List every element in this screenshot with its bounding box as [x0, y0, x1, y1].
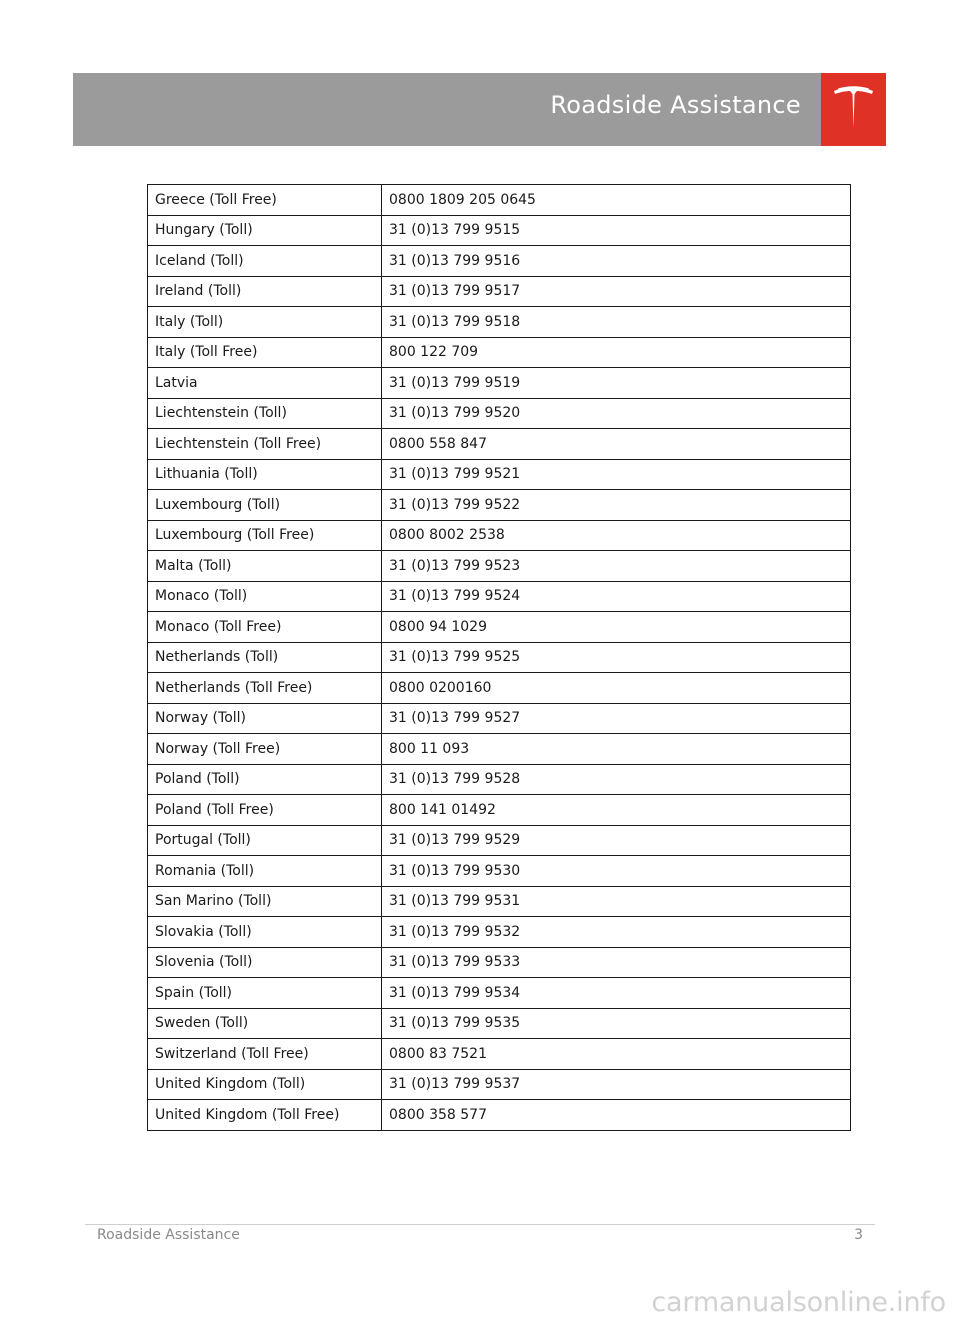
- table-row: [148, 703, 851, 734]
- country-cell: Norway (Toll Free): [148, 734, 382, 765]
- phone-number-cell: 0800 0200160: [382, 673, 851, 704]
- phone-number-cell: 800 141 01492: [382, 795, 851, 826]
- country-cell: Netherlands (Toll): [148, 642, 382, 673]
- country-cell: San Marino (Toll): [148, 886, 382, 917]
- country-cell: United Kingdom (Toll Free): [148, 1100, 382, 1131]
- phone-number-cell: 0800 558 847: [382, 429, 851, 460]
- country-cell: Italy (Toll): [148, 307, 382, 338]
- table-row: [148, 551, 851, 582]
- table-row: [148, 246, 851, 277]
- country-cell: Romania (Toll): [148, 856, 382, 887]
- phone-number-cell: 31 (0)13 799 9521: [382, 459, 851, 490]
- table-row: [148, 490, 851, 521]
- table-row: [148, 886, 851, 917]
- phone-number-cell: 31 (0)13 799 9530: [382, 856, 851, 887]
- table-row: [148, 978, 851, 1009]
- table-row: [148, 764, 851, 795]
- country-cell: Switzerland (Toll Free): [148, 1039, 382, 1070]
- country-cell: Slovenia (Toll): [148, 947, 382, 978]
- phone-number-cell: 800 122 709: [382, 337, 851, 368]
- table-row: [148, 673, 851, 704]
- country-cell: Portugal (Toll): [148, 825, 382, 856]
- table-row: [148, 1008, 851, 1039]
- country-cell: Luxembourg (Toll Free): [148, 520, 382, 551]
- country-cell: Ireland (Toll): [148, 276, 382, 307]
- phone-number-table: [147, 184, 851, 1131]
- phone-number-cell: 31 (0)13 799 9520: [382, 398, 851, 429]
- country-cell: Italy (Toll Free): [148, 337, 382, 368]
- table-row: [148, 856, 851, 887]
- country-cell: Greece (Toll Free): [148, 185, 382, 216]
- table-row: [148, 1039, 851, 1070]
- country-cell: Liechtenstein (Toll): [148, 398, 382, 429]
- table-row: [148, 429, 851, 460]
- table-row: [148, 337, 851, 368]
- phone-number-cell: 0800 1809 205 0645: [382, 185, 851, 216]
- header-bar: [73, 73, 821, 146]
- phone-number-cell: 31 (0)13 799 9522: [382, 490, 851, 521]
- phone-number-cell: 31 (0)13 799 9533: [382, 947, 851, 978]
- phone-number-cell: 0800 83 7521: [382, 1039, 851, 1070]
- table-row: [148, 368, 851, 399]
- table-row: [148, 215, 851, 246]
- table-row: [148, 520, 851, 551]
- country-cell: Sweden (Toll): [148, 1008, 382, 1039]
- country-cell: Liechtenstein (Toll Free): [148, 429, 382, 460]
- page-number: 3: [854, 1227, 863, 1243]
- table-row: [148, 398, 851, 429]
- phone-number-cell: 31 (0)13 799 9517: [382, 276, 851, 307]
- country-cell: Latvia: [148, 368, 382, 399]
- phone-number-cell: 31 (0)13 799 9531: [382, 886, 851, 917]
- table-row: [148, 612, 851, 643]
- phone-number-cell: 0800 8002 2538: [382, 520, 851, 551]
- country-cell: Monaco (Toll): [148, 581, 382, 612]
- country-cell: Spain (Toll): [148, 978, 382, 1009]
- phone-number-cell: 0800 358 577: [382, 1100, 851, 1131]
- country-cell: Malta (Toll): [148, 551, 382, 582]
- phone-number-cell: 31 (0)13 799 9527: [382, 703, 851, 734]
- table-row: [148, 459, 851, 490]
- country-cell: United Kingdom (Toll): [148, 1069, 382, 1100]
- country-cell: Netherlands (Toll Free): [148, 673, 382, 704]
- table-row: [148, 642, 851, 673]
- country-cell: Poland (Toll): [148, 764, 382, 795]
- table-row: [148, 917, 851, 948]
- table-row: [148, 825, 851, 856]
- table-row: [148, 795, 851, 826]
- phone-number-cell: 31 (0)13 799 9516: [382, 246, 851, 277]
- table-row: [148, 734, 851, 765]
- country-cell: Iceland (Toll): [148, 246, 382, 277]
- phone-number-cell: 31 (0)13 799 9537: [382, 1069, 851, 1100]
- country-cell: Lithuania (Toll): [148, 459, 382, 490]
- tesla-logo-icon: [833, 86, 874, 132]
- phone-number-cell: 31 (0)13 799 9535: [382, 1008, 851, 1039]
- table-row: [148, 185, 851, 216]
- footer-divider: [85, 1224, 875, 1225]
- watermark: carmanualsonline.info: [651, 1287, 946, 1318]
- country-cell: Norway (Toll): [148, 703, 382, 734]
- phone-number-cell: 31 (0)13 799 9519: [382, 368, 851, 399]
- phone-number-cell: 31 (0)13 799 9529: [382, 825, 851, 856]
- phone-number-cell: 31 (0)13 799 9525: [382, 642, 851, 673]
- country-cell: Luxembourg (Toll): [148, 490, 382, 521]
- country-cell: Hungary (Toll): [148, 215, 382, 246]
- table-row: [148, 1069, 851, 1100]
- phone-number-cell: 31 (0)13 799 9532: [382, 917, 851, 948]
- phone-number-cell: 0800 94 1029: [382, 612, 851, 643]
- phone-number-cell: 31 (0)13 799 9523: [382, 551, 851, 582]
- phone-number-cell: 31 (0)13 799 9518: [382, 307, 851, 338]
- footer-section-title: Roadside Assistance: [97, 1227, 240, 1243]
- brand-logo: [821, 73, 886, 146]
- phone-number-cell: 31 (0)13 799 9534: [382, 978, 851, 1009]
- table-row: [148, 307, 851, 338]
- page-title: Roadside Assistance: [550, 91, 801, 119]
- phone-number-cell: 800 11 093: [382, 734, 851, 765]
- phone-number-cell: 31 (0)13 799 9524: [382, 581, 851, 612]
- table-row: [148, 947, 851, 978]
- country-cell: Poland (Toll Free): [148, 795, 382, 826]
- table-row: [148, 581, 851, 612]
- country-cell: Monaco (Toll Free): [148, 612, 382, 643]
- table-row: [148, 276, 851, 307]
- phone-number-cell: 31 (0)13 799 9515: [382, 215, 851, 246]
- country-cell: Slovakia (Toll): [148, 917, 382, 948]
- phone-number-cell: 31 (0)13 799 9528: [382, 764, 851, 795]
- table-row: [148, 1100, 851, 1131]
